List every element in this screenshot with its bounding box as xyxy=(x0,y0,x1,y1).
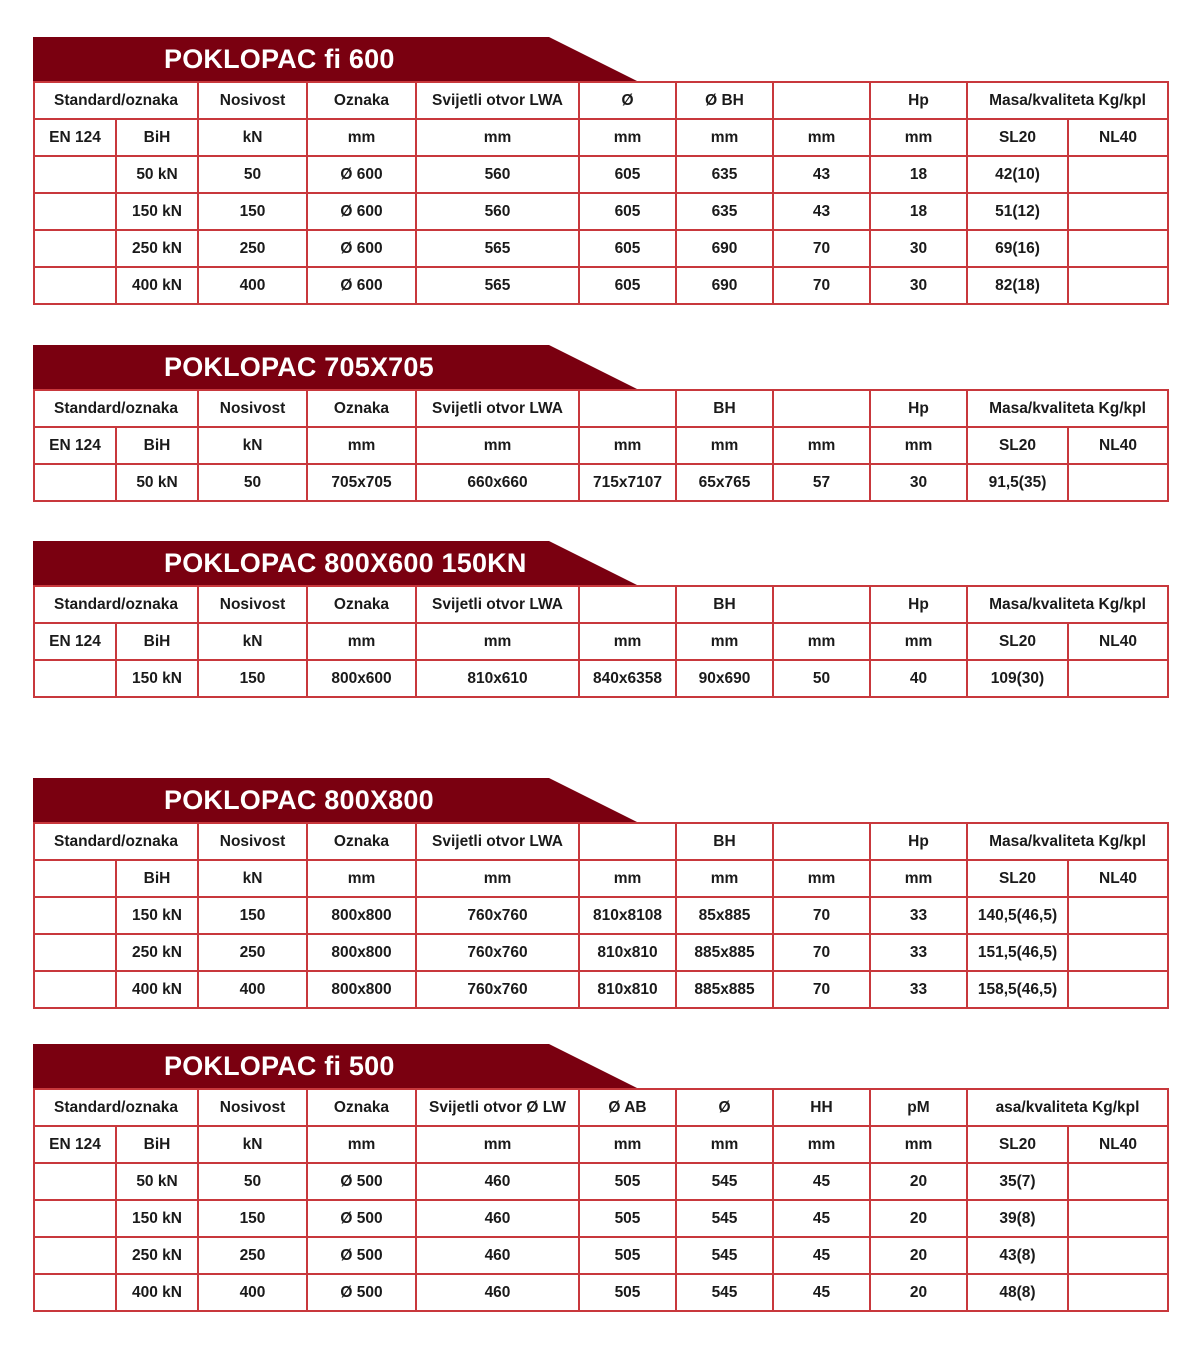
table-cell: 810x810 xyxy=(579,971,676,1008)
table-cell: Ø 500 xyxy=(307,1237,416,1274)
table-cell: 20 xyxy=(870,1200,967,1237)
section-title: POKLOPAC fi 500 xyxy=(164,1051,395,1081)
table-cell: 151,5(46,5) xyxy=(967,934,1068,971)
table-cell: 82(18) xyxy=(967,267,1068,304)
unit-cell: mm xyxy=(676,860,773,897)
table-cell: 635 xyxy=(676,193,773,230)
unit-cell: mm xyxy=(870,860,967,897)
table-cell xyxy=(34,193,116,230)
table-cell: Ø 500 xyxy=(307,1163,416,1200)
unit-cell: NL40 xyxy=(1068,860,1168,897)
table-cell: 705x705 xyxy=(307,464,416,501)
table-cell: 400 kN xyxy=(116,1274,198,1311)
table-cell: 760x760 xyxy=(416,934,579,971)
table-cell: 45 xyxy=(773,1163,870,1200)
header-cell: BH xyxy=(676,823,773,860)
table-cell: 565 xyxy=(416,230,579,267)
table-cell xyxy=(34,464,116,501)
unit-row xyxy=(34,623,1168,660)
header-row xyxy=(34,82,1168,119)
table-cell: 150 xyxy=(198,1200,307,1237)
table-row xyxy=(34,1163,1168,1200)
table-cell xyxy=(1068,897,1168,934)
header-cell xyxy=(773,390,870,427)
table-cell: Ø 600 xyxy=(307,230,416,267)
unit-cell: mm xyxy=(676,119,773,156)
table-cell xyxy=(34,971,116,1008)
header-cell: Oznaka xyxy=(307,1089,416,1126)
unit-cell: mm xyxy=(676,623,773,660)
table-cell: 30 xyxy=(870,267,967,304)
header-row xyxy=(34,586,1168,623)
unit-cell: mm xyxy=(307,623,416,660)
table-cell: 810x810 xyxy=(579,934,676,971)
header-cell: Svijetli otvor LWA xyxy=(416,586,579,623)
section-banner xyxy=(33,541,1167,585)
unit-cell: mm xyxy=(579,860,676,897)
table-cell: 460 xyxy=(416,1274,579,1311)
table-cell: 50 kN xyxy=(116,1163,198,1200)
unit-cell: mm xyxy=(416,860,579,897)
header-cell: Hp xyxy=(870,82,967,119)
table-cell: 48(8) xyxy=(967,1274,1068,1311)
spec-section xyxy=(33,541,1167,698)
unit-cell: mm xyxy=(307,860,416,897)
table-cell: 460 xyxy=(416,1163,579,1200)
table-cell: 69(16) xyxy=(967,230,1068,267)
unit-cell: mm xyxy=(870,1126,967,1163)
table-cell: 18 xyxy=(870,156,967,193)
header-cell: HH xyxy=(773,1089,870,1126)
unit-row xyxy=(34,860,1168,897)
header-cell: BH xyxy=(676,586,773,623)
table-cell xyxy=(1068,156,1168,193)
table-cell: Ø 500 xyxy=(307,1200,416,1237)
header-cell: Svijetli otvor Ø LW xyxy=(416,1089,579,1126)
table-cell: 50 xyxy=(198,1163,307,1200)
spec-table xyxy=(33,81,1169,305)
unit-cell: mm xyxy=(416,1126,579,1163)
table-cell xyxy=(34,1237,116,1274)
table-cell: 545 xyxy=(676,1237,773,1274)
table-cell: 42(10) xyxy=(967,156,1068,193)
table-cell: 70 xyxy=(773,230,870,267)
unit-cell: BiH xyxy=(116,1126,198,1163)
table-cell: 50 xyxy=(773,660,870,697)
unit-cell: mm xyxy=(870,427,967,464)
table-cell: 91,5(35) xyxy=(967,464,1068,501)
unit-cell: BiH xyxy=(116,860,198,897)
unit-cell: SL20 xyxy=(967,860,1068,897)
table-cell xyxy=(1068,934,1168,971)
table-cell: 800x800 xyxy=(307,897,416,934)
spec-table xyxy=(33,585,1169,698)
table-cell: 545 xyxy=(676,1200,773,1237)
header-cell: Masa/kvaliteta Kg/kpl xyxy=(967,390,1168,427)
table-cell: 505 xyxy=(579,1274,676,1311)
table-cell xyxy=(34,897,116,934)
header-cell: Standard/oznaka xyxy=(34,1089,198,1126)
unit-cell: SL20 xyxy=(967,427,1068,464)
table-cell: 150 kN xyxy=(116,193,198,230)
table-cell xyxy=(1068,230,1168,267)
header-cell: Nosivost xyxy=(198,390,307,427)
table-cell: 150 xyxy=(198,660,307,697)
table-cell: 460 xyxy=(416,1200,579,1237)
table-cell: 660x660 xyxy=(416,464,579,501)
header-cell: Nosivost xyxy=(198,586,307,623)
unit-cell: mm xyxy=(676,1126,773,1163)
table-cell: 460 xyxy=(416,1237,579,1274)
header-cell: Ø xyxy=(676,1089,773,1126)
header-cell: Svijetli otvor LWA xyxy=(416,390,579,427)
table-cell: 250 xyxy=(198,1237,307,1274)
header-cell: Nosivost xyxy=(198,82,307,119)
table-cell: 109(30) xyxy=(967,660,1068,697)
table-cell: 20 xyxy=(870,1274,967,1311)
table-cell: 50 kN xyxy=(116,156,198,193)
unit-cell: mm xyxy=(579,1126,676,1163)
header-cell xyxy=(773,586,870,623)
table-cell: 45 xyxy=(773,1274,870,1311)
unit-cell: EN 124 xyxy=(34,427,116,464)
header-row xyxy=(34,1089,1168,1126)
table-cell xyxy=(1068,193,1168,230)
table-cell xyxy=(1068,1237,1168,1274)
table-cell: 605 xyxy=(579,193,676,230)
header-cell: Standard/oznaka xyxy=(34,823,198,860)
table-cell xyxy=(34,660,116,697)
spec-section xyxy=(33,1044,1167,1312)
header-cell: Standard/oznaka xyxy=(34,390,198,427)
table-cell: 400 xyxy=(198,267,307,304)
unit-row xyxy=(34,119,1168,156)
unit-cell xyxy=(34,860,116,897)
table-cell: 400 kN xyxy=(116,971,198,1008)
table-row xyxy=(34,230,1168,267)
table-row xyxy=(34,660,1168,697)
unit-row xyxy=(34,1126,1168,1163)
table-cell: 810x610 xyxy=(416,660,579,697)
table-cell: 715x7107 xyxy=(579,464,676,501)
table-cell xyxy=(34,230,116,267)
unit-cell: BiH xyxy=(116,119,198,156)
table-cell: 150 xyxy=(198,193,307,230)
table-cell: 250 xyxy=(198,230,307,267)
table-cell: 840x6358 xyxy=(579,660,676,697)
table-cell: 760x760 xyxy=(416,897,579,934)
unit-cell: SL20 xyxy=(967,119,1068,156)
table-cell: 70 xyxy=(773,897,870,934)
table-cell: Ø 500 xyxy=(307,1274,416,1311)
table-cell: 545 xyxy=(676,1163,773,1200)
header-cell: Nosivost xyxy=(198,1089,307,1126)
unit-cell: mm xyxy=(416,427,579,464)
table-cell: 545 xyxy=(676,1274,773,1311)
unit-cell: mm xyxy=(870,623,967,660)
table-cell: 635 xyxy=(676,156,773,193)
unit-cell: EN 124 xyxy=(34,1126,116,1163)
section-title: POKLOPAC 800X800 xyxy=(164,785,434,815)
table-row xyxy=(34,156,1168,193)
table-cell: 250 kN xyxy=(116,230,198,267)
table-cell: 57 xyxy=(773,464,870,501)
table-cell: 690 xyxy=(676,230,773,267)
header-cell: Masa/kvaliteta Kg/kpl xyxy=(967,82,1168,119)
table-cell: 400 kN xyxy=(116,267,198,304)
table-cell: 605 xyxy=(579,267,676,304)
table-cell xyxy=(1068,1274,1168,1311)
section-banner xyxy=(33,345,1167,389)
unit-cell: mm xyxy=(579,427,676,464)
unit-cell: mm xyxy=(579,623,676,660)
table-cell: 150 kN xyxy=(116,897,198,934)
header-cell: Nosivost xyxy=(198,823,307,860)
table-cell: 250 xyxy=(198,934,307,971)
table-cell: 810x8108 xyxy=(579,897,676,934)
table-row xyxy=(34,971,1168,1008)
header-row xyxy=(34,823,1168,860)
spec-table xyxy=(33,1088,1169,1312)
unit-cell: mm xyxy=(773,427,870,464)
table-cell xyxy=(1068,1200,1168,1237)
table-cell: 565 xyxy=(416,267,579,304)
table-cell: Ø 600 xyxy=(307,193,416,230)
spec-section xyxy=(33,778,1167,1009)
table-row xyxy=(34,1274,1168,1311)
unit-cell: SL20 xyxy=(967,1126,1068,1163)
header-cell: Ø BH xyxy=(676,82,773,119)
unit-cell: EN 124 xyxy=(34,623,116,660)
unit-cell: mm xyxy=(307,119,416,156)
table-row xyxy=(34,1237,1168,1274)
header-cell: Masa/kvaliteta Kg/kpl xyxy=(967,586,1168,623)
header-cell: BH xyxy=(676,390,773,427)
unit-cell: mm xyxy=(870,119,967,156)
table-cell: 43 xyxy=(773,193,870,230)
table-cell: 35(7) xyxy=(967,1163,1068,1200)
table-cell: 505 xyxy=(579,1237,676,1274)
header-row xyxy=(34,390,1168,427)
table-cell xyxy=(1068,660,1168,697)
header-cell: pM xyxy=(870,1089,967,1126)
spec-section xyxy=(33,37,1167,305)
table-cell: 400 xyxy=(198,1274,307,1311)
table-cell: 605 xyxy=(579,156,676,193)
header-cell xyxy=(579,823,676,860)
table-cell: 50 kN xyxy=(116,464,198,501)
unit-cell: mm xyxy=(416,623,579,660)
table-cell: 800x600 xyxy=(307,660,416,697)
table-cell xyxy=(34,156,116,193)
unit-cell: mm xyxy=(773,860,870,897)
table-cell: 505 xyxy=(579,1200,676,1237)
table-cell xyxy=(34,934,116,971)
table-cell: 30 xyxy=(870,230,967,267)
table-cell: 39(8) xyxy=(967,1200,1068,1237)
section-title: POKLOPAC fi 600 xyxy=(164,44,395,74)
table-cell: 51(12) xyxy=(967,193,1068,230)
header-cell: Oznaka xyxy=(307,390,416,427)
table-row xyxy=(34,193,1168,230)
table-cell: 20 xyxy=(870,1163,967,1200)
header-cell: Masa/kvaliteta Kg/kpl xyxy=(967,823,1168,860)
table-cell xyxy=(34,267,116,304)
table-cell: 690 xyxy=(676,267,773,304)
table-cell: 150 kN xyxy=(116,660,198,697)
table-cell: Ø 600 xyxy=(307,156,416,193)
unit-cell: mm xyxy=(676,427,773,464)
table-cell: 158,5(46,5) xyxy=(967,971,1068,1008)
spec-table xyxy=(33,389,1169,502)
unit-cell: BiH xyxy=(116,623,198,660)
table-row xyxy=(34,464,1168,501)
header-cell xyxy=(579,390,676,427)
table-cell: 250 kN xyxy=(116,934,198,971)
unit-cell: kN xyxy=(198,860,307,897)
table-cell: 560 xyxy=(416,156,579,193)
header-cell xyxy=(773,823,870,860)
unit-cell: mm xyxy=(773,1126,870,1163)
table-cell: 65x765 xyxy=(676,464,773,501)
unit-cell: NL40 xyxy=(1068,119,1168,156)
table-cell: 33 xyxy=(870,971,967,1008)
table-cell: 50 xyxy=(198,464,307,501)
table-cell xyxy=(1068,267,1168,304)
table-cell: 605 xyxy=(579,230,676,267)
unit-cell: mm xyxy=(307,427,416,464)
spec-section xyxy=(33,345,1167,502)
header-cell: Svijetli otvor LWA xyxy=(416,82,579,119)
header-cell xyxy=(579,586,676,623)
unit-cell: mm xyxy=(773,623,870,660)
table-cell: 40 xyxy=(870,660,967,697)
table-cell: 20 xyxy=(870,1237,967,1274)
unit-row xyxy=(34,427,1168,464)
table-row xyxy=(34,934,1168,971)
header-cell: Oznaka xyxy=(307,823,416,860)
table-cell: 33 xyxy=(870,897,967,934)
unit-cell: mm xyxy=(579,119,676,156)
table-cell: 250 kN xyxy=(116,1237,198,1274)
header-cell: Oznaka xyxy=(307,586,416,623)
table-cell: 150 kN xyxy=(116,1200,198,1237)
unit-cell: NL40 xyxy=(1068,623,1168,660)
table-cell: 70 xyxy=(773,971,870,1008)
table-cell: 43(8) xyxy=(967,1237,1068,1274)
table-cell xyxy=(34,1274,116,1311)
table-cell: 760x760 xyxy=(416,971,579,1008)
table-cell: 90x690 xyxy=(676,660,773,697)
unit-cell: mm xyxy=(416,119,579,156)
table-cell: 43 xyxy=(773,156,870,193)
unit-cell: kN xyxy=(198,427,307,464)
table-cell: 885x885 xyxy=(676,934,773,971)
table-cell: 33 xyxy=(870,934,967,971)
table-cell: Ø 600 xyxy=(307,267,416,304)
unit-cell: mm xyxy=(307,1126,416,1163)
header-cell: Standard/oznaka xyxy=(34,586,198,623)
table-cell: 885x885 xyxy=(676,971,773,1008)
table-cell: 560 xyxy=(416,193,579,230)
table-row xyxy=(34,1200,1168,1237)
table-cell xyxy=(1068,1163,1168,1200)
unit-cell: SL20 xyxy=(967,623,1068,660)
section-title: POKLOPAC 705X705 xyxy=(164,352,434,382)
table-cell: 800x800 xyxy=(307,934,416,971)
table-cell: 140,5(46,5) xyxy=(967,897,1068,934)
table-row xyxy=(34,897,1168,934)
table-cell: 18 xyxy=(870,193,967,230)
section-title: POKLOPAC 800X600 150KN xyxy=(164,548,527,578)
header-cell xyxy=(773,82,870,119)
header-cell: Standard/oznaka xyxy=(34,82,198,119)
unit-cell: kN xyxy=(198,119,307,156)
header-cell: Oznaka xyxy=(307,82,416,119)
table-cell: 400 xyxy=(198,971,307,1008)
header-cell: Hp xyxy=(870,823,967,860)
table-cell: 800x800 xyxy=(307,971,416,1008)
table-cell: 150 xyxy=(198,897,307,934)
unit-cell: kN xyxy=(198,623,307,660)
table-cell: 70 xyxy=(773,934,870,971)
section-banner xyxy=(33,1044,1167,1088)
section-banner xyxy=(33,778,1167,822)
spec-table xyxy=(33,822,1169,1009)
table-cell: 30 xyxy=(870,464,967,501)
table-cell: 505 xyxy=(579,1163,676,1200)
table-cell xyxy=(34,1200,116,1237)
header-cell: Svijetli otvor LWA xyxy=(416,823,579,860)
table-row xyxy=(34,267,1168,304)
table-cell: 85x885 xyxy=(676,897,773,934)
table-cell: 45 xyxy=(773,1237,870,1274)
unit-cell: NL40 xyxy=(1068,1126,1168,1163)
unit-cell: EN 124 xyxy=(34,119,116,156)
unit-cell: mm xyxy=(773,119,870,156)
table-cell xyxy=(34,1163,116,1200)
header-cell: Ø AB xyxy=(579,1089,676,1126)
header-cell: Hp xyxy=(870,390,967,427)
section-banner xyxy=(33,37,1167,81)
table-cell xyxy=(1068,464,1168,501)
unit-cell: kN xyxy=(198,1126,307,1163)
header-cell: Hp xyxy=(870,586,967,623)
unit-cell: NL40 xyxy=(1068,427,1168,464)
table-cell: 45 xyxy=(773,1200,870,1237)
table-cell: 50 xyxy=(198,156,307,193)
header-cell: asa/kvaliteta Kg/kpl xyxy=(967,1089,1168,1126)
table-cell: 70 xyxy=(773,267,870,304)
table-cell xyxy=(1068,971,1168,1008)
header-cell: Ø xyxy=(579,82,676,119)
unit-cell: BiH xyxy=(116,427,198,464)
